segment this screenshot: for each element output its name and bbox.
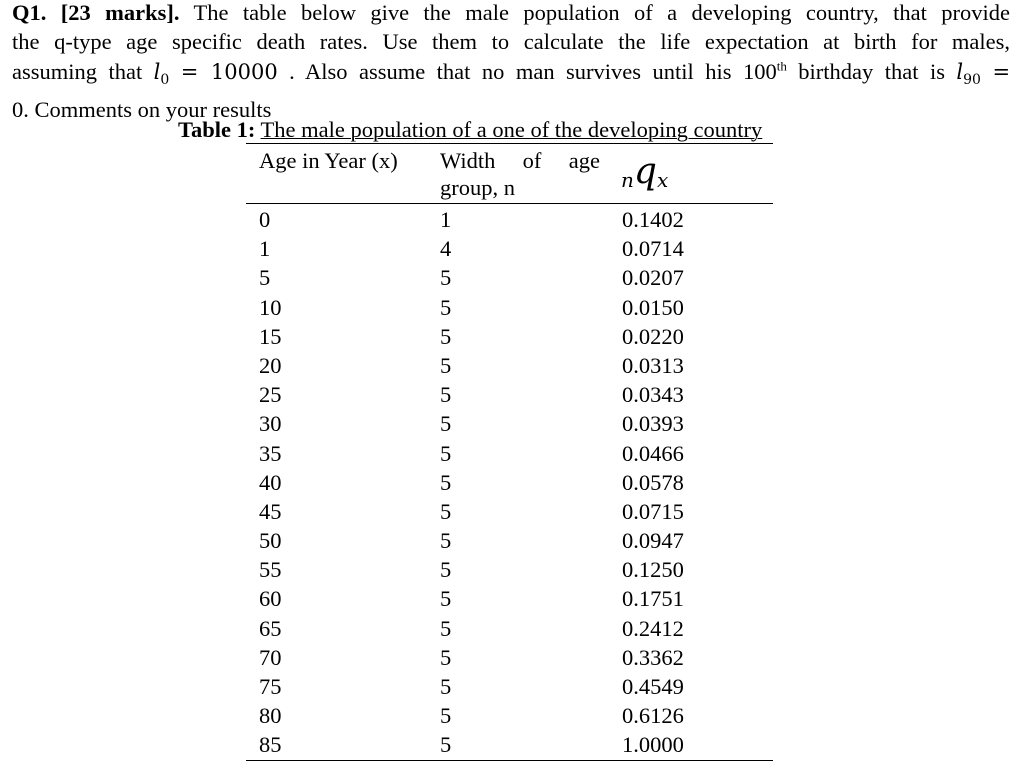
cell-age: 70 — [259, 644, 282, 670]
cell-age: 45 — [259, 498, 282, 524]
cell-width: 5 — [440, 586, 452, 612]
cell-nqx: 0.0343 — [622, 382, 684, 408]
cell-nqx: 0.1250 — [622, 557, 684, 583]
cell-age: 20 — [259, 352, 282, 378]
cell-nqx: 1.0000 — [622, 732, 684, 758]
header-nqx — [621, 151, 669, 194]
cell-width: 5 — [440, 528, 452, 554]
cell-nqx: 0.3362 — [622, 644, 684, 670]
cell-nqx: 0.1402 — [622, 207, 684, 232]
table-row — [246, 205, 773, 234]
table-row — [246, 701, 773, 730]
th-superscript: th — [776, 58, 787, 74]
cell-width: 5 — [440, 382, 452, 408]
cell-width: 5 — [440, 644, 452, 670]
cell-age: 10 — [259, 294, 282, 320]
table-top-rule — [246, 143, 773, 144]
cell-width: 5 — [440, 294, 452, 320]
cell-nqx: 0.0150 — [622, 294, 684, 320]
table-row — [246, 322, 773, 351]
assuming-text: assuming that — [12, 58, 143, 84]
table-row — [246, 526, 773, 555]
header-width-word-3: age — [568, 148, 600, 173]
table-row — [246, 293, 773, 322]
header-nqx-q: q — [633, 151, 657, 192]
table-row — [246, 730, 773, 759]
cell-nqx: 0.6126 — [622, 703, 684, 729]
cell-age: 30 — [259, 411, 282, 437]
table-row — [246, 351, 773, 380]
header-width-word-1: Width — [440, 148, 496, 173]
cell-width: 5 — [440, 674, 452, 699]
birthday-text: birthday that is — [798, 58, 945, 84]
table-caption-text: The male population of a one of the developing country — [260, 117, 763, 142]
cell-width: 5 — [440, 352, 452, 378]
table-caption-label: Table 1: — [178, 117, 256, 142]
cell-nqx: 0.0466 — [622, 440, 684, 466]
cell-nqx: 0.0714 — [622, 236, 684, 262]
cell-width: 5 — [440, 323, 452, 349]
table-row — [246, 497, 773, 526]
question-line-1-text: The table below give the male population of a developing country, that provide — [193, 0, 1010, 25]
l0-letter: l — [153, 59, 161, 84]
cell-age: 75 — [259, 674, 282, 699]
table-row — [246, 263, 773, 292]
cell-width: 5 — [440, 440, 452, 466]
table-header-rule — [246, 203, 773, 204]
cell-nqx: 0.2412 — [622, 615, 684, 641]
cell-age: 65 — [259, 615, 282, 641]
cell-width: 5 — [440, 411, 452, 437]
table-row — [246, 234, 773, 263]
table-row — [246, 555, 773, 584]
table-body — [246, 205, 773, 760]
header-nqx-prefix: n — [621, 168, 634, 192]
l0-subscript: 0 — [160, 71, 170, 88]
cell-age: 80 — [259, 703, 282, 729]
survival-text: . Also assume that no man survives until his 100 — [289, 58, 777, 84]
cell-nqx: 0.0220 — [622, 323, 684, 349]
equals-sign: = — [992, 59, 1011, 84]
l90-symbol — [956, 59, 981, 88]
cell-width: 5 — [440, 615, 452, 641]
table-row — [246, 409, 773, 438]
cell-age: 5 — [259, 265, 271, 291]
table-row — [246, 584, 773, 613]
table-row — [246, 380, 773, 409]
cell-age: 85 — [259, 732, 282, 758]
cell-age: 15 — [259, 323, 282, 349]
l90-letter: l — [956, 59, 964, 84]
cell-nqx: 0.4549 — [622, 674, 684, 699]
table-row — [246, 643, 773, 672]
cell-nqx: 0.0947 — [622, 528, 684, 554]
cell-width: 5 — [440, 732, 452, 758]
cell-age: 60 — [259, 586, 282, 612]
cell-age: 0 — [259, 207, 271, 232]
header-width-line-2: group, n — [440, 175, 515, 200]
header-width-word-2: of — [522, 148, 542, 173]
cell-age: 50 — [259, 528, 282, 554]
cell-width: 4 — [440, 236, 452, 262]
question-text — [12, 0, 1010, 124]
cell-age: 1 — [259, 236, 271, 262]
cell-width: 5 — [440, 265, 452, 291]
cell-width: 5 — [440, 557, 452, 583]
question-line-1 — [12, 0, 1010, 27]
cell-age: 40 — [259, 469, 282, 495]
cell-nqx: 0.0578 — [622, 469, 684, 495]
table-row — [246, 468, 773, 497]
header-nqx-sub: x — [656, 168, 669, 192]
l90-subscript: 90 — [963, 71, 981, 88]
table-row — [246, 672, 773, 701]
cell-width: 1 — [440, 207, 452, 232]
table-bottom-rule — [246, 760, 773, 761]
header-width-line-1 — [440, 147, 600, 174]
cell-nqx: 0.0715 — [622, 498, 684, 524]
cell-nqx: 0.0313 — [622, 352, 684, 378]
table-row — [246, 439, 773, 468]
question-line-4: 0. Comments on your results — [12, 97, 272, 123]
header-age: Age in Year (x) — [259, 148, 398, 173]
l0-value: = 10000 — [180, 59, 278, 84]
cell-nqx: 0.0393 — [622, 411, 684, 437]
question-line-2: the q-type age specific death rates. Use them to calculate the life expectation at birth for males, — [12, 29, 1010, 55]
header-width — [440, 147, 600, 201]
cell-nqx: 0.0207 — [622, 265, 684, 291]
table-row — [246, 614, 773, 643]
cell-width: 5 — [440, 469, 452, 495]
question-line-3 — [12, 57, 1010, 95]
cell-width: 5 — [440, 498, 452, 524]
cell-nqx: 0.1751 — [622, 586, 684, 612]
l0-symbol — [153, 59, 170, 88]
cell-age: 25 — [259, 382, 282, 408]
cell-age: 35 — [259, 440, 282, 466]
cell-width: 5 — [440, 703, 452, 729]
table-caption — [178, 116, 762, 143]
question-label: Q1. [23 marks]. — [12, 0, 180, 25]
cell-age: 55 — [259, 557, 282, 583]
